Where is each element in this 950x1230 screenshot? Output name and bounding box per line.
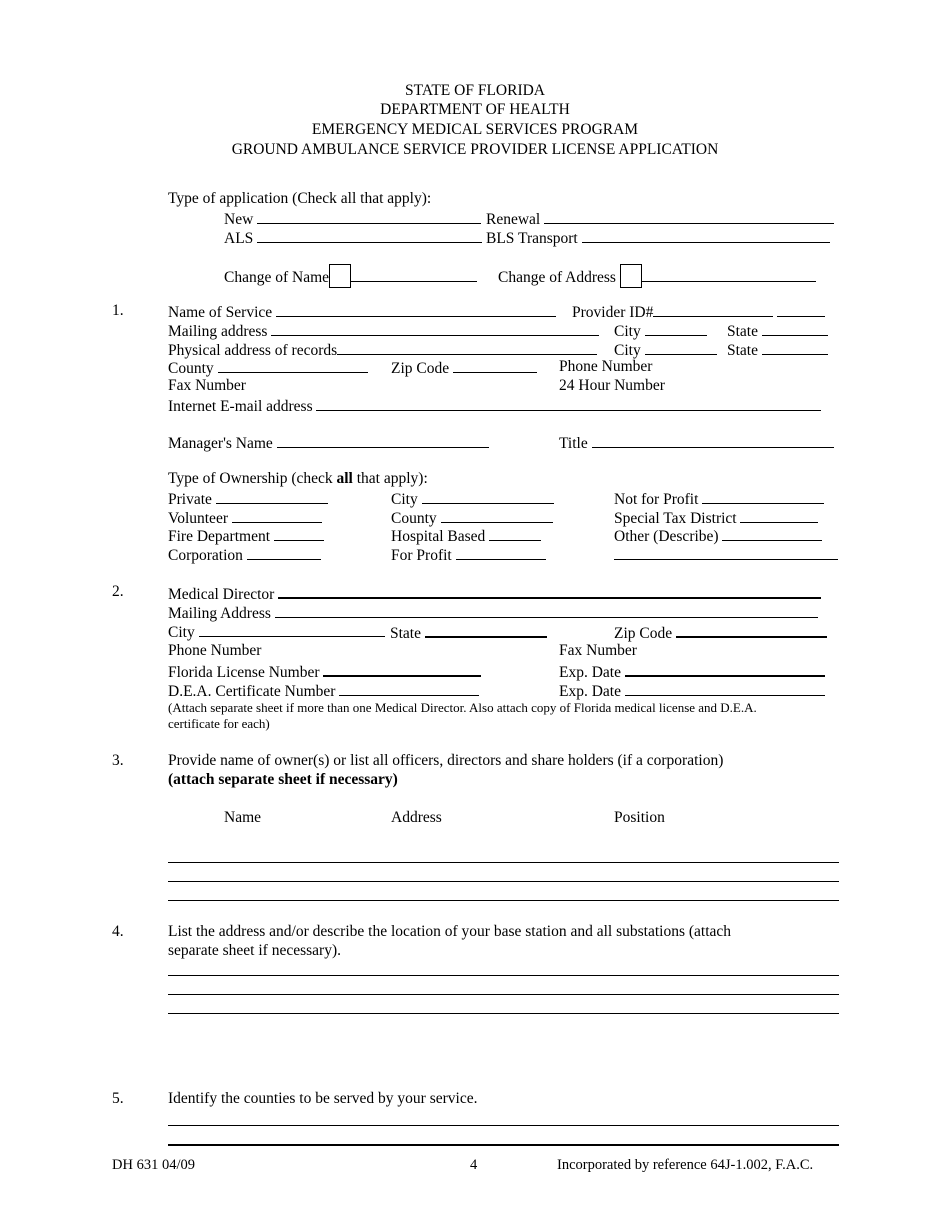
application-new-label: New [224, 211, 254, 228]
ownership-volunteer-row [168, 508, 322, 528]
ownership-other-extra-row [614, 545, 838, 565]
md-fax-label: Fax Number [559, 642, 637, 659]
md-mailing-row [168, 603, 818, 623]
ownership-not-for-profit-row [614, 489, 824, 509]
header-line-4: GROUND AMBULANCE SERVICE PROVIDER LICENSE APPLICATION [231, 141, 719, 158]
provider-id-label: Provider ID# [572, 304, 654, 321]
owners-col-name: Name [224, 809, 262, 826]
manager-row [168, 433, 489, 453]
ownership-hospital-field[interactable] [489, 526, 541, 541]
ownership-county-field[interactable] [441, 508, 553, 523]
ownership-hospital-label: Hospital Based [391, 528, 486, 545]
mailing-city-field[interactable] [645, 321, 707, 336]
county-row [168, 358, 368, 378]
application-als-row [224, 228, 482, 248]
ownership-city-field[interactable] [422, 489, 554, 504]
md-state-label: State [390, 625, 421, 642]
zip-field[interactable] [453, 358, 537, 373]
county-field[interactable] [218, 358, 368, 373]
ownership-for-profit-field[interactable] [456, 545, 546, 560]
change-name-row [224, 264, 477, 288]
md-zip-field[interactable] [676, 622, 827, 638]
ownership-county-row [391, 508, 553, 528]
change-name-checkbox[interactable] [329, 264, 351, 288]
physical-city-label: City [614, 342, 641, 359]
physical-state-label: State [727, 342, 758, 359]
section-5-text: Identify the counties to be served by your service. [168, 1090, 478, 1107]
owners-line-3[interactable] [168, 900, 839, 901]
change-address-checkbox[interactable] [620, 264, 642, 288]
mailing-state-field[interactable] [762, 321, 828, 336]
ownership-title [168, 470, 428, 488]
application-renewal-field[interactable] [544, 209, 834, 224]
ownership-title-suffix: that apply): [352, 470, 428, 487]
ownership-city-label: City [391, 491, 418, 508]
md-dea-exp-field[interactable] [625, 681, 825, 696]
application-bls-field[interactable] [582, 228, 830, 243]
md-license-exp-row [559, 661, 825, 682]
ownership-special-tax-field[interactable] [740, 508, 818, 523]
change-name-field[interactable] [351, 267, 477, 282]
change-name-label: Change of Name [224, 269, 330, 286]
owners-line-1[interactable] [168, 862, 839, 863]
owners-col-position: Position [614, 809, 665, 826]
ownership-fire-label: Fire Department [168, 528, 271, 545]
ownership-other-row [614, 526, 822, 546]
application-als-field[interactable] [257, 228, 482, 243]
section-4-text-line-2: separate sheet if necessary). [168, 942, 341, 959]
md-city-row [168, 622, 385, 642]
ownership-corporation-row [168, 545, 321, 565]
name-of-service-label: Name of Service [168, 304, 273, 321]
application-type-title: Type of application (Check all that apply): [168, 190, 432, 207]
md-dea-exp-row [559, 681, 825, 701]
application-renewal-label: Renewal [486, 211, 541, 228]
section-4-text-line-1: List the address and/or describe the location of your base station and all substations (attach [168, 923, 732, 940]
section-2-number: 2. [112, 583, 124, 600]
name-of-service-row [168, 302, 556, 322]
ownership-fire-field[interactable] [274, 526, 324, 541]
application-als-label: ALS [224, 230, 254, 247]
ownership-for-profit-label: For Profit [391, 547, 452, 564]
phone-label: Phone Number [559, 358, 653, 375]
ownership-private-field[interactable] [216, 489, 328, 504]
county-label: County [168, 360, 214, 377]
stations-line-3[interactable] [168, 1013, 839, 1014]
owners-line-2[interactable] [168, 881, 839, 882]
md-dea-exp-label: Exp. Date [559, 683, 621, 700]
mailing-state-label: State [727, 323, 758, 340]
mailing-address-row [168, 321, 599, 341]
application-renewal-row [486, 209, 834, 229]
ownership-city-row [391, 489, 554, 509]
section-5-number: 5. [112, 1090, 124, 1107]
change-address-field[interactable] [642, 267, 816, 282]
md-zip-row [614, 622, 827, 643]
md-zip-label: Zip Code [614, 625, 673, 642]
email-label: Internet E-mail address [168, 398, 313, 415]
application-bls-row [486, 228, 830, 248]
footer-page-number: 4 [470, 1157, 478, 1173]
md-dea-label: D.E.A. Certificate Number [168, 683, 336, 700]
mailing-city-row [614, 321, 707, 341]
change-address-label: Change of Address [498, 269, 616, 286]
header-line-2: DEPARTMENT OF HEALTH [380, 101, 570, 118]
header-line-3: EMERGENCY MEDICAL SERVICES PROGRAM [311, 121, 639, 138]
header-line-1: STATE OF FLORIDA [405, 82, 545, 99]
physical-address-field[interactable] [337, 340, 597, 355]
mailing-city-label: City [614, 323, 641, 340]
md-dea-field[interactable] [339, 681, 479, 696]
ownership-county-label: County [391, 510, 437, 527]
name-of-service-field[interactable] [276, 302, 556, 317]
stations-line-1[interactable] [168, 975, 839, 976]
ownership-special-tax-row [614, 508, 818, 528]
section-3-number: 3. [112, 752, 124, 769]
fax-label: Fax Number [168, 377, 246, 394]
stations-line-2[interactable] [168, 994, 839, 995]
ownership-not-for-profit-label: Not for Profit [614, 491, 699, 508]
ownership-corporation-field[interactable] [247, 545, 321, 560]
mailing-state-row [727, 321, 828, 341]
title-row [559, 433, 834, 453]
md-state-field[interactable] [425, 622, 547, 638]
ownership-for-profit-row [391, 545, 546, 565]
counties-line-2[interactable] [168, 1144, 839, 1146]
md-license-exp-label: Exp. Date [559, 664, 621, 681]
physical-state-row [727, 340, 828, 360]
section-4-number: 4. [112, 923, 124, 940]
owners-col-address: Address [391, 809, 442, 826]
section-3-bold-text: (attach separate sheet if necessary) [168, 771, 398, 788]
section-3-text: Provide name of owner(s) or list all officers, directors and share holders (if a corporation) [168, 752, 724, 769]
md-note-line-1: (Attach separate sheet if more than one Medical Director. Also attach copy of Florida medical license and D.E.A. [168, 700, 757, 715]
physical-address-row [168, 340, 597, 360]
physical-state-field[interactable] [762, 340, 828, 355]
zip-label: Zip Code [391, 360, 450, 377]
md-mailing-label: Mailing Address [168, 605, 271, 622]
md-city-label: City [168, 624, 195, 641]
medical-director-label: Medical Director [168, 586, 275, 603]
ownership-special-tax-label: Special Tax District [614, 510, 737, 527]
md-city-field[interactable] [199, 622, 385, 637]
mailing-address-label: Mailing address [168, 323, 268, 340]
email-field[interactable] [316, 396, 821, 411]
manager-field[interactable] [277, 433, 489, 448]
section-1-number: 1. [112, 302, 124, 319]
footer-reference: Incorporated by reference 64J-1.002, F.A.C. [557, 1157, 814, 1173]
hour24-label: 24 Hour Number [559, 377, 665, 394]
md-phone-label: Phone Number [168, 642, 262, 659]
ownership-title-bold: all [336, 470, 353, 487]
application-bls-label: BLS Transport [486, 230, 578, 247]
md-state-row [390, 622, 547, 643]
provider-id-field-suffix[interactable] [777, 302, 825, 317]
email-row [168, 396, 821, 416]
title-field[interactable] [592, 433, 834, 448]
md-license-label: Florida License Number [168, 664, 320, 681]
md-note-line-2: certificate for each) [168, 716, 270, 731]
title-label: Title [559, 435, 588, 452]
ownership-other-extra-field[interactable] [614, 545, 838, 560]
ownership-other-label: Other (Describe) [614, 528, 719, 545]
physical-address-label: Physical address of records [168, 342, 338, 359]
application-new-field[interactable] [257, 209, 481, 224]
ownership-title-prefix: Type of Ownership (check [168, 470, 337, 487]
md-license-exp-field[interactable] [625, 661, 825, 677]
ownership-private-row [168, 489, 328, 509]
footer-form-id: DH 631 04/09 [112, 1157, 195, 1173]
provider-id-row [572, 302, 825, 322]
medical-director-row [168, 583, 821, 604]
physical-city-field[interactable] [645, 340, 717, 355]
ownership-hospital-row [391, 526, 541, 546]
md-dea-row [168, 681, 479, 701]
ownership-volunteer-field[interactable] [232, 508, 322, 523]
application-new-row [224, 209, 481, 229]
zip-row [391, 358, 537, 378]
change-address-row [498, 264, 816, 288]
ownership-corporation-label: Corporation [168, 547, 243, 564]
md-license-field[interactable] [323, 661, 481, 677]
ownership-fire-row [168, 526, 324, 546]
physical-city-row [614, 340, 717, 360]
provider-id-field[interactable] [653, 302, 773, 317]
mailing-address-field[interactable] [271, 321, 599, 336]
medical-director-field[interactable] [278, 583, 821, 599]
manager-label: Manager's Name [168, 435, 273, 452]
md-mailing-field[interactable] [275, 603, 818, 618]
ownership-private-label: Private [168, 491, 212, 508]
md-license-row [168, 661, 481, 682]
ownership-other-field[interactable] [722, 526, 822, 541]
counties-line-1[interactable] [168, 1125, 839, 1126]
ownership-not-for-profit-field[interactable] [702, 489, 824, 504]
ownership-volunteer-label: Volunteer [168, 510, 228, 527]
